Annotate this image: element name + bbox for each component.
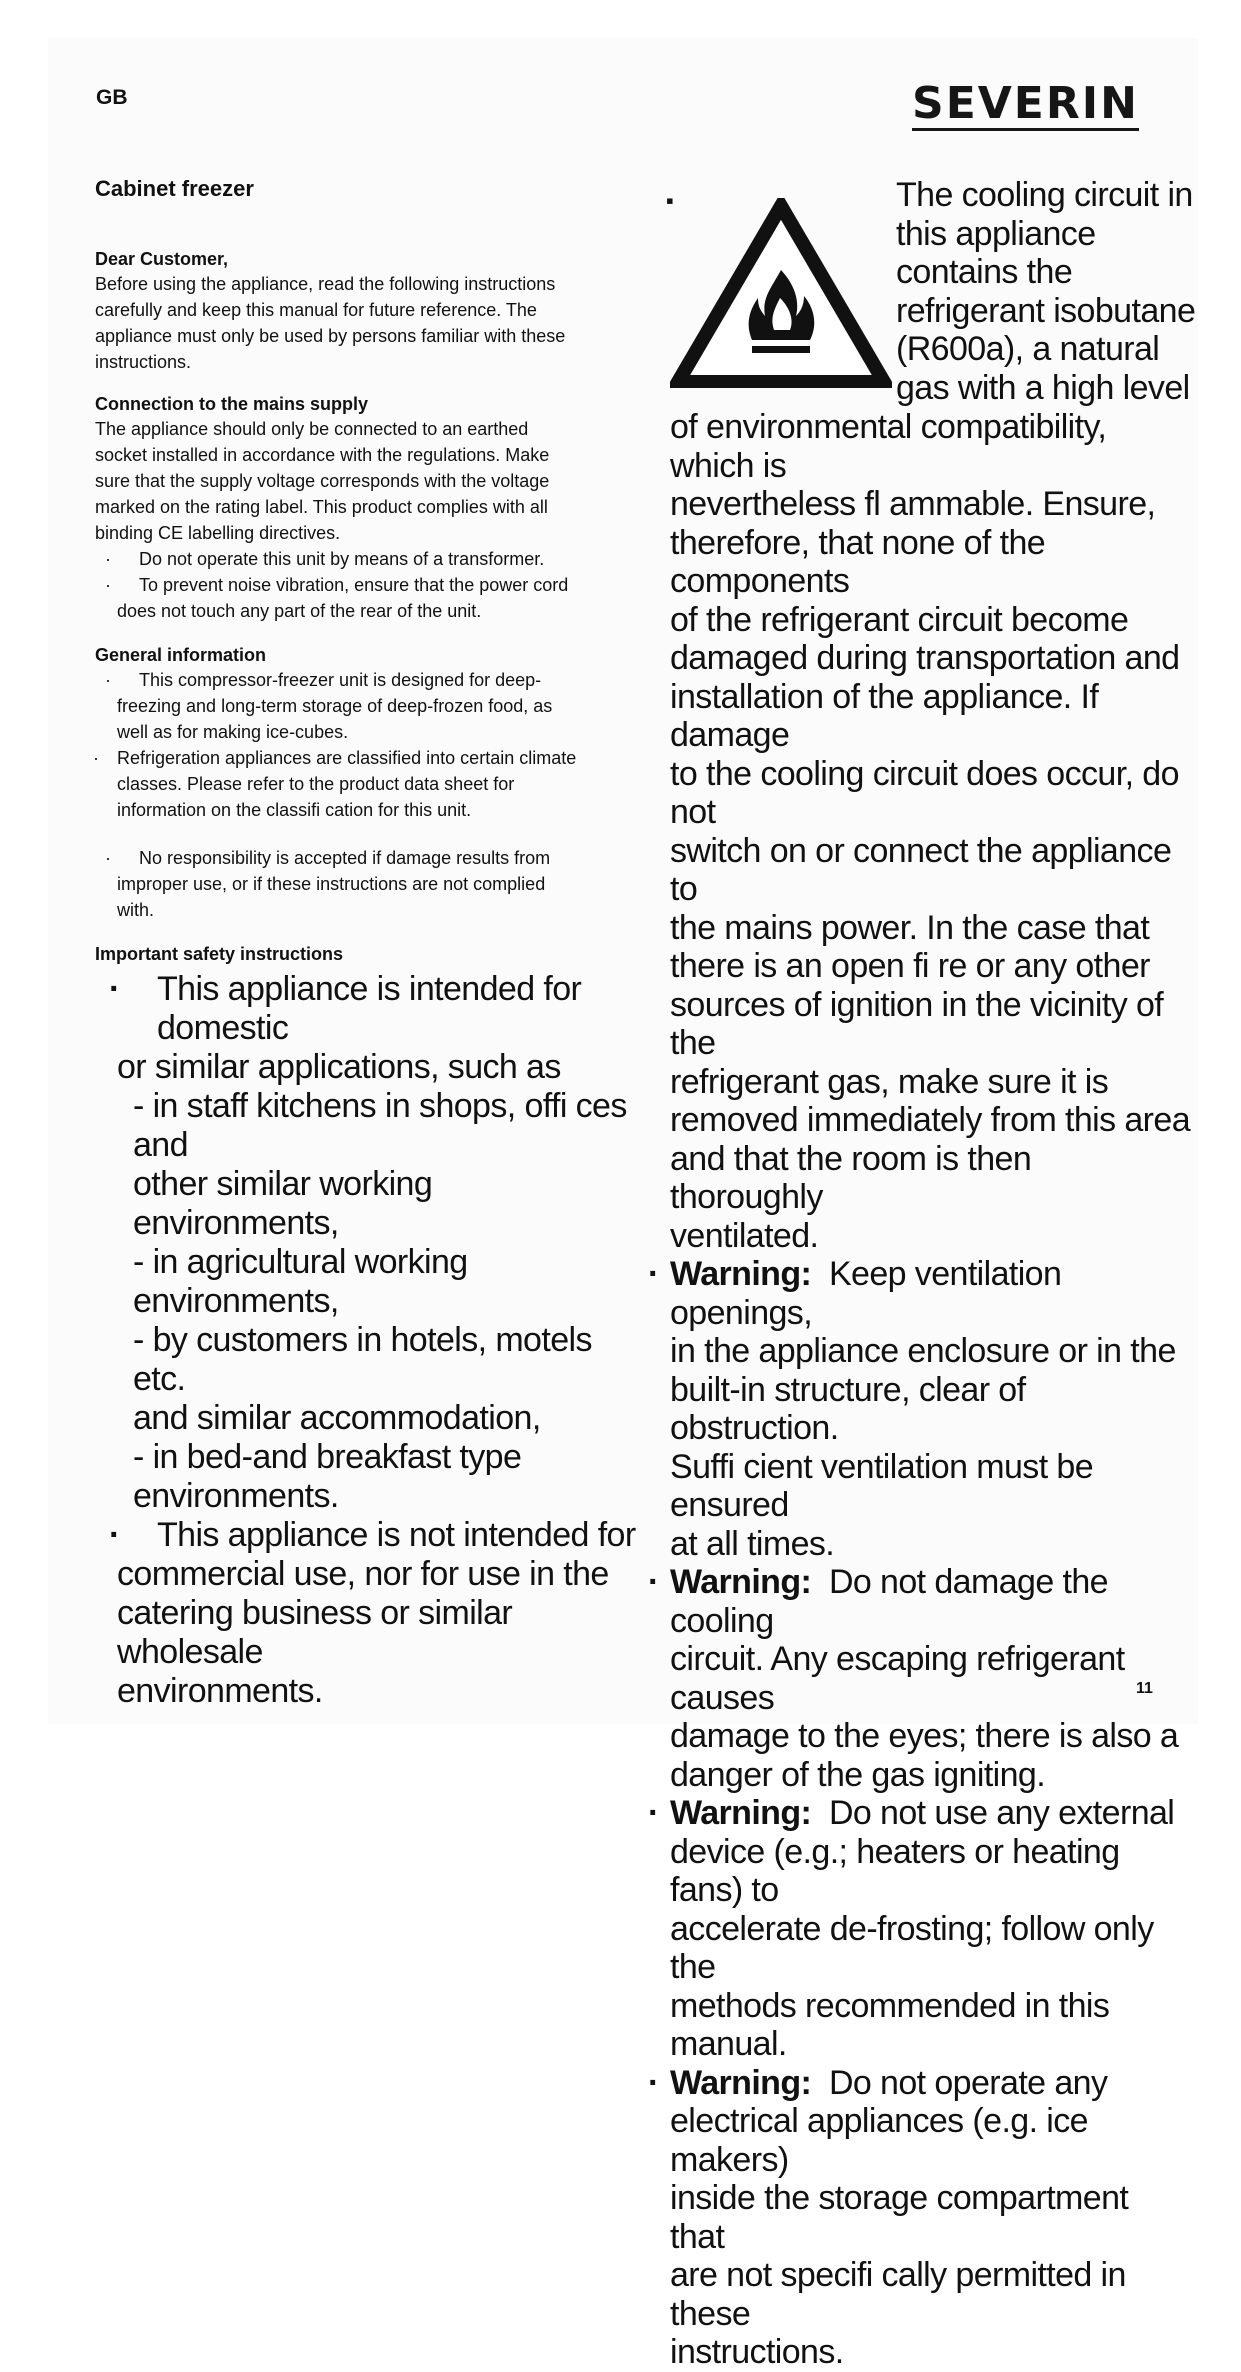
text-line: gas with a high level bbox=[896, 368, 1190, 407]
intro-text bbox=[95, 271, 640, 375]
text-line: (R600a), a natural bbox=[896, 330, 1160, 368]
bullet-icon: · bbox=[648, 2063, 659, 2102]
text-line: marked on the rating label. This product complies with all bbox=[95, 497, 548, 517]
warning-defrosting: · Warning: Do not use any external device (e.g.; heaters or heating fans) to accelerate de-frosting; follow only the methods recommended in this manual. bbox=[648, 1794, 1175, 2063]
text-line: switch on or connect the appliance to bbox=[670, 831, 1172, 908]
text-line: of the refrigerant circuit become bbox=[670, 600, 1129, 639]
text-line: this appliance bbox=[896, 214, 1096, 253]
text-line: binding CE labelling directives. bbox=[95, 523, 341, 543]
text-line: - in staff kitchens in shops, offi ces and bbox=[133, 1087, 627, 1164]
text-line: and that the room is then thoroughly bbox=[670, 1139, 1032, 1216]
greeting-heading: Dear Customer, bbox=[95, 249, 229, 269]
text-line: sure that the supply voltage corresponds with the voltage bbox=[95, 471, 550, 491]
warning-cooling-circuit: · Warning: Do not damage the cooling circuit. Any escaping refrigerant causes damage to the eyes; there is also a danger of the gas igniting. bbox=[648, 1563, 1179, 1794]
text-line: carefully and keep this manual for future reference. The bbox=[95, 300, 537, 320]
list-item: · This appliance is intended for domestic or similar applications, such as bbox=[109, 970, 582, 1086]
bullet-icon: · bbox=[648, 1255, 659, 1293]
text-line: to the cooling circuit does occur, do not bbox=[670, 754, 1179, 831]
bullet-icon: · bbox=[105, 848, 111, 868]
text-line: other similar working environments, bbox=[133, 1165, 433, 1242]
brand-logo: SEVERIN bbox=[912, 78, 1139, 129]
bullet-icon: · bbox=[648, 1794, 659, 1832]
list-item: · This compressor-freezer unit is designed for deep- freezing and long-term storage of deep-frozen food, as well as for making ice-cubes. bbox=[95, 667, 640, 745]
bullet-icon: · bbox=[105, 670, 111, 690]
document-title: Cabinet freezer bbox=[95, 176, 254, 201]
text-line: contains the bbox=[896, 253, 1073, 291]
text-line: of environmental compatibility, which is bbox=[670, 408, 1107, 485]
mains-heading: Connection to the mains supply bbox=[95, 394, 369, 414]
list-item: · No responsibility is accepted if damage results from improper use, or if these instructions are not complied with. bbox=[95, 845, 640, 923]
text-line: socket installed in accordance with the regulations. Make bbox=[95, 445, 550, 465]
bullet-icon: · bbox=[109, 970, 120, 1008]
text-line: The cooling circuit in bbox=[896, 176, 1193, 214]
text-line: instructions. bbox=[95, 352, 192, 372]
list-item: · Do not operate this unit by means of a transformer. bbox=[95, 546, 640, 572]
text-line: - in bed-and breakfast type bbox=[133, 1438, 522, 1476]
flammable-warning-icon bbox=[670, 198, 892, 388]
list-item: · Refrigeration appliances are classified into certain climate classes. Please refer to the product data sheet for information on the classifi cation for this unit. bbox=[95, 745, 640, 823]
bullet-icon: · bbox=[93, 748, 99, 768]
text-line: refrigerant gas, make sure it is bbox=[670, 1062, 1109, 1101]
text-line: sources of ignition in the vicinity of the bbox=[670, 985, 1164, 1062]
cooling-circuit-body bbox=[648, 408, 1191, 2372]
general-heading: General information bbox=[95, 645, 267, 665]
text-line: therefore, that none of the components bbox=[670, 523, 1046, 600]
safety-text bbox=[95, 970, 640, 1711]
text-line: there is an open fi re or any other bbox=[670, 947, 1150, 985]
text-line: removed immediately from this area bbox=[670, 1101, 1191, 1139]
text-line: damaged during transportation and bbox=[670, 639, 1180, 677]
general-text bbox=[95, 667, 640, 923]
bullet-icon: · bbox=[105, 549, 111, 569]
text-line: nevertheless fl ammable. Ensure, bbox=[670, 485, 1156, 523]
text-line: - in agricultural working environments, bbox=[133, 1243, 468, 1320]
list-item: · This appliance is not intended for commercial use, nor for use in the catering business or similar wholesale environments. bbox=[109, 1516, 636, 1710]
text-line: and similar accommodation, bbox=[133, 1399, 541, 1437]
bullet-icon: ▪ bbox=[666, 188, 674, 213]
text-line: - by customers in hotels, motels etc. bbox=[133, 1321, 592, 1398]
list-item: · To prevent noise vibration, ensure that the power cord does not touch any part of the rear of the unit. bbox=[95, 572, 640, 624]
text-line: installation of the appliance. If damage bbox=[670, 677, 1099, 754]
left-column bbox=[95, 176, 640, 1711]
text-line: Before using the appliance, read the following instructions bbox=[95, 274, 556, 294]
text-line: refrigerant isobutane bbox=[896, 291, 1196, 330]
warning-label: Warning: bbox=[670, 2063, 812, 2102]
text-line: The appliance should only be connected to an earthed bbox=[95, 419, 529, 439]
usage-examples bbox=[95, 1087, 640, 1516]
text-line: environments. bbox=[133, 1477, 339, 1515]
warning-ventilation: · Warning: Keep ventilation openings, in the appliance enclosure or in the built-in structure, clear of obstruction. Suffi cient ventilation must be ensured at all times. bbox=[648, 1255, 1176, 1563]
warning-label: Warning: bbox=[670, 1794, 812, 1832]
safety-heading: Important safety instructions bbox=[95, 944, 344, 964]
language-code: GB bbox=[96, 86, 128, 109]
text-line: the mains power. In the case that bbox=[670, 908, 1150, 947]
text-line: ventilated. bbox=[670, 1216, 819, 1255]
page-number: 11 bbox=[1136, 1680, 1153, 1697]
bullet-icon: · bbox=[109, 1516, 120, 1554]
cooling-circuit-intro bbox=[896, 176, 1196, 407]
warning-label: Warning: bbox=[670, 1563, 812, 1601]
text-line: appliance must only be used by persons familiar with these bbox=[95, 326, 566, 346]
bullet-icon: · bbox=[648, 1563, 659, 1601]
warning-electrical-appliances: · Warning: Do not operate any electrical appliances (e.g. ice makers) inside the storage compartment that are not specifi cally permitted in these instructions. bbox=[648, 2063, 1129, 2371]
bullet-icon: · bbox=[105, 575, 111, 595]
mains-text bbox=[95, 416, 640, 624]
warning-label: Warning: bbox=[670, 1255, 812, 1293]
